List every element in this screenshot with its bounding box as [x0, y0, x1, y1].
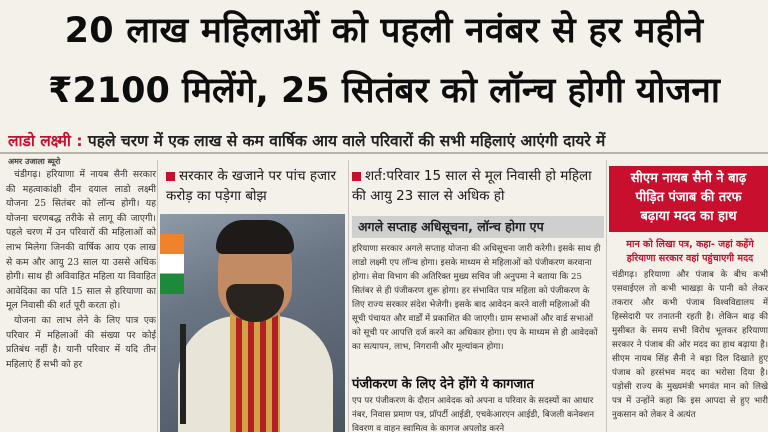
highlight-mid-text: सरकार के खजाने पर पांच हजार करोड़ का पड़ेगा बोझ: [166, 168, 337, 204]
sidebar-headline-line: बढ़ाया मदद का हाथ: [640, 209, 737, 224]
subheadline-text: पहले चरण में एक लाख से कम वार्षिक आय वाले परिवारों की सभी महिलाएं आएंगी दायरे में: [82, 132, 606, 150]
cm-photo: [160, 214, 345, 432]
highlight-right-text: शर्त:परिवार 15 साल से मूल निवासी हो महिला की आयु 23 साल से अधिक हो: [352, 168, 592, 204]
subheadline: [8, 129, 768, 151]
sidebar-headline-line: पीड़ित पंजाब की तरफ: [635, 190, 742, 205]
photo-hair: [216, 220, 294, 254]
microphone-graphic: [180, 324, 186, 424]
article-column-3: [352, 242, 602, 354]
byline: अमर उजाला ब्यूरो: [8, 157, 61, 166]
bullet-square-icon: [166, 172, 175, 181]
highlight-mid: [166, 166, 346, 206]
article-column-3b: एप पर पंजीकरण के दौरान आवेदक को अपना व परिवार के सदस्यों का आधार नंबर, निवास प्रमाण पत्र, प्रॉपर्टी आईडी, एचकेआरएन आईडी, बिजली कनेक्शन विवरण व वाहन स्वामित्व के कागज अपलोड करने: [352, 396, 594, 432]
column-divider: [606, 160, 607, 432]
bullet-square-icon: [352, 172, 361, 181]
article-column-4: चंडीगढ़। हरियाणा और पंजाब के बीच कभी एसवाईएल तो कभी भाखड़ा के पानी को लेकर तकरार और कभी पंजाब विश्वविद्यालय में हिस्सेदारी पर तनातनी रहती है। लेकिन बाढ़ की मुसीबत के समय सभी विरोध भूलकर हरियाणा सरकार ने पंजाब की ओर मदद का हाथ बढ़ाया है। सीएम नायब सिंह सैनी ने बड़ा दिल दिखाते हुए पंजाब को हरसंभव मदद का भरोसा दिया है। पड़ोसी राज्य के मुख्यमंत्री भगवंत मान को लिखे पत्र में उन्होंने कहा कि इस आपदा से हुए भारी नुकसान को लेकर वे अत्यंत: [612, 270, 768, 420]
flag-graphic: [160, 234, 184, 294]
headline-line-1: 20 लाख महिलाओं को पहली नवंबर से हर महीने: [64, 11, 704, 51]
paragraph: हरियाणा सरकार अगले सप्ताह योजना की अधिसूचना जारी करेगी। इसके साथ ही लाडो लक्ष्मी एप लॉन्च होगा। इसके माध्यम से महिलाओं को पंजीकरण करवाना होगा। सेवा विभाग की अतिरिक्त मुख्य सचिव जी अनुपमा ने बताया कि 25 सितंबर से ही पंजीकरण शुरू होगा। हर संभावित पात्र महिला को पंजीकरण के लिए राज्य सरकार संदेश भेजेगी। इसके बाद आवेदन करने वाली महिलाओं की सूची पंचायत और वार्डों में प्रकाशित की जाएगी। ग्राम सभाओं और वार्ड सभाओं को सूची पर आपत्ति दर्ज करने का अधिकार होगा। एप के माध्यम से ही आवेदकों का सत्यापन, लाभ, निगरानी और मूल्यांकन होगा।: [352, 244, 601, 352]
sidebar-headline-line: सीएम नायब सैनी ने बाढ़: [630, 171, 747, 186]
column-divider: [157, 160, 158, 432]
sidebar-subheadline: मान को लिखा पत्र, कहा- जहां कहेंगे हरियाणा सरकार वहां पहुंचाएगी मदद: [626, 239, 754, 264]
sidebar-headline-box: [609, 166, 768, 232]
highlight-right: [352, 166, 607, 206]
subhead-documents: पंजीकरण के लिए देने होंगे ये कागजात: [352, 377, 534, 392]
paragraph: योजना का लाभ लेने के लिए पात्र एक परिवार में महिलाओं की संख्या पर कोई प्रतिबंध नहीं है। यानी परिवार में यदि तीन महिलाएं हैं सभी को हर: [6, 314, 156, 370]
headline-line-2: ₹2100 मिलेंगे, 25 सितंबर को लॉन्च होगी योजना: [48, 71, 720, 111]
subheadline-tag: लाडो लक्ष्मी :: [8, 132, 83, 150]
column-divider: [348, 160, 349, 432]
divider-rule: [0, 152, 768, 154]
photo-scarf: [230, 314, 280, 432]
article-column-1: [6, 168, 156, 372]
subhead-notification: अगले सप्ताह अधिसूचना, लॉन्च होगा एप: [352, 216, 604, 238]
paragraph: चंडीगढ़। हरियाणा में नायब सैनी सरकार की महत्वाकांक्षी दीन दयाल लाडो लक्ष्मी योजना 25 सितंबर को लॉन्च होगी। यह योजना चरणबद्ध तरीके से लागू की जाएगी। पहले चरण में उन परिवारों की महिलाओं को लाभ मिलेगा जिनकी वार्षिक आय एक लाख से कम और आयु 23 साल या उससे अधिक होगी। साथ ही अविवाहित महिला या विवाहित आवेदिका का पति 15 साल से हरियाणा का मूल निवासी की शर्त पूरी करता हो।: [6, 169, 156, 312]
